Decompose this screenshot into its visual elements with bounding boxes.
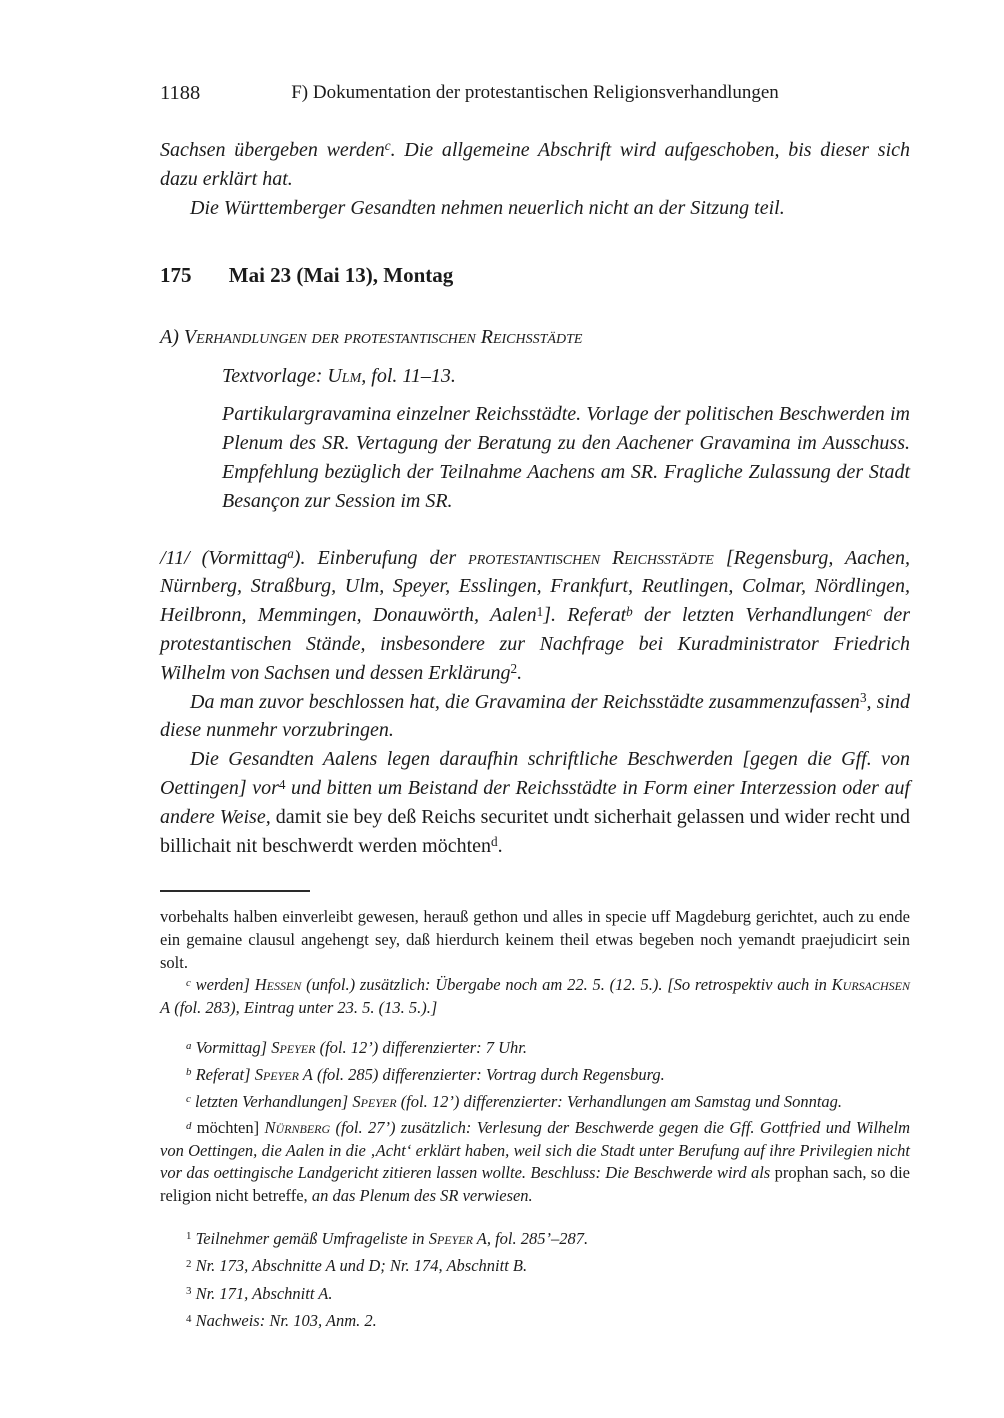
textvorlage-line: Textvorlage: Ulm, fol. 11–13. <box>222 364 456 387</box>
numbered-footnotes <box>160 1228 910 1333</box>
paragraph-continuation: Sachsen übergeben werden$^c$. Die allgemeine Abschrift wird aufgeschoben, bis dieser sich dazu erklärt hat. <box>160 138 910 190</box>
entry-title: Mai 23 (Mai 13), Montag <box>228 263 454 288</box>
footnote-4: $^4$ Nachweis: Nr. 103, Anm. 2. <box>186 1311 377 1331</box>
apparatus-continuation: vorbehalts halben einverleibt gewesen, herauß gethon und alles in specie uff Magdeburg gerichtet, auch zu ende ein gemaine clausul angehengt sey, daß hierdurch keinem theil etwas begeben noch yemandt praejudicirt sein solt. <box>160 907 910 972</box>
footnote-d: $^d$ möchten] Nürnberg (fol. 27’) zusätzlich: Verlesung der Beschwerde gegen die Gff. Gottfried und Wilhelm von Oettingen, die Aalen in die ‚Acht‘ erklärt haben, weil sich die Stadt unter Berufung auf ihre Privilegien nicht vor das oettingische Landgericht zitieren lassen wollte. Beschluss: Die Beschwerde wird als prophan sach, so die religion nicht betreffe, an das Plenum des SR verwiesen. <box>160 1118 910 1205</box>
entry-number: 175 <box>160 263 192 288</box>
footnote-separator <box>160 890 310 892</box>
footnote-3: $^3$ Nr. 171, Abschnitt A. <box>186 1283 333 1303</box>
footnote-a: $^a$ Vormittag] Speyer (fol. 12’) differenzierter: 7 Uhr. <box>186 1038 528 1058</box>
paragraph-session: /11/ (Vormittag$^a$). Einberufung der protestantischen Reichsstädte [Regensburg, Aachen, Nürnberg, Straßburg, Ulm, Speyer, Esslingen, Frankfurt, Reutlingen, Colmar, Nördlingen, Heilbronn, Memmingen, Donauwörth, Aalen$^1$]. Referat$^b$ der letzten Verhandlungen$^c$ der protestantischen Stände, insbesondere zur Nachfrage bei Kuradministrator Friedrich Wilhelm von Sachsen und dessen Erklärung$^2$. <box>160 546 911 684</box>
paragraph-wuerttemberg: Die Württemberger Gesandten nehmen neuerlich nicht an der Sitzung teil. <box>190 196 785 219</box>
running-header: F) Dokumentation der protestantischen Religionsverhandlungen <box>291 82 779 103</box>
main-text <box>160 136 910 860</box>
paragraph-aalen: Die Gesandten Aalens legen daraufhin schriftliche Beschwerden [gegen die Gff. von Oettingen] vor$^4$ und bitten um Beistand der Reichsstädte in Form einer Interzession oder auf andere Weise, damit sie bey deß Reichs securitet undt sicherhait gelassen und wider recht und billichait nit beschwerdt werden möchten$^d$. <box>160 748 911 857</box>
footnote-1: $^1$ Teilnehmer gemäß Umfrageliste in Speyer A, fol. 285’–287. <box>186 1228 589 1248</box>
page-number: 1188 <box>160 82 201 104</box>
entry-heading <box>160 262 910 289</box>
apparatus-note-c-prev: $^c$ werden] Hessen (unfol.) zusätzlich: Übergabe noch am 22. 5. (12. 5.). [So retrospektiv auch in Kursachsen A (fol. 283), Eintrag unter 23. 5. (13. 5.).] <box>160 975 910 1017</box>
footnote-c: $^c$ letzten Verhandlungen] Speyer (fol. 12’) differenzierter: Verhandlungen am Samstag und Sonntag. <box>186 1091 843 1111</box>
paragraph-gravamina: Da man zuvor beschlossen hat, die Gravamina der Reichsstädte zusammenzufassen$^3$, sind diese nunmehr vorzubringen. <box>160 690 910 742</box>
critical-apparatus <box>160 906 910 1019</box>
page-header <box>160 82 910 110</box>
letter-footnotes <box>160 1037 910 1207</box>
section-a-heading: A) Verhandlungen der protestantischen Reichsstädte <box>160 325 583 348</box>
summary-paragraph: Partikulargravamina einzelner Reichsstädte. Vorlage der politischen Beschwerden im Plenum des SR. Vertagung der Beratung zu den Aachener Gravamina im Ausschuss. Empfehlung bezüglich der Teilnahme Aachens am SR. Fragliche Zulassung der Stadt Besançon zur Session im SR. <box>222 403 910 512</box>
footnote-b: $^b$ Referat] Speyer A (fol. 285) differenzierter: Vortrag durch Regensburg. <box>186 1065 665 1084</box>
footnote-2: $^2$ Nr. 173, Abschnitte A und D; Nr. 174, Abschnitt B. <box>186 1256 528 1276</box>
